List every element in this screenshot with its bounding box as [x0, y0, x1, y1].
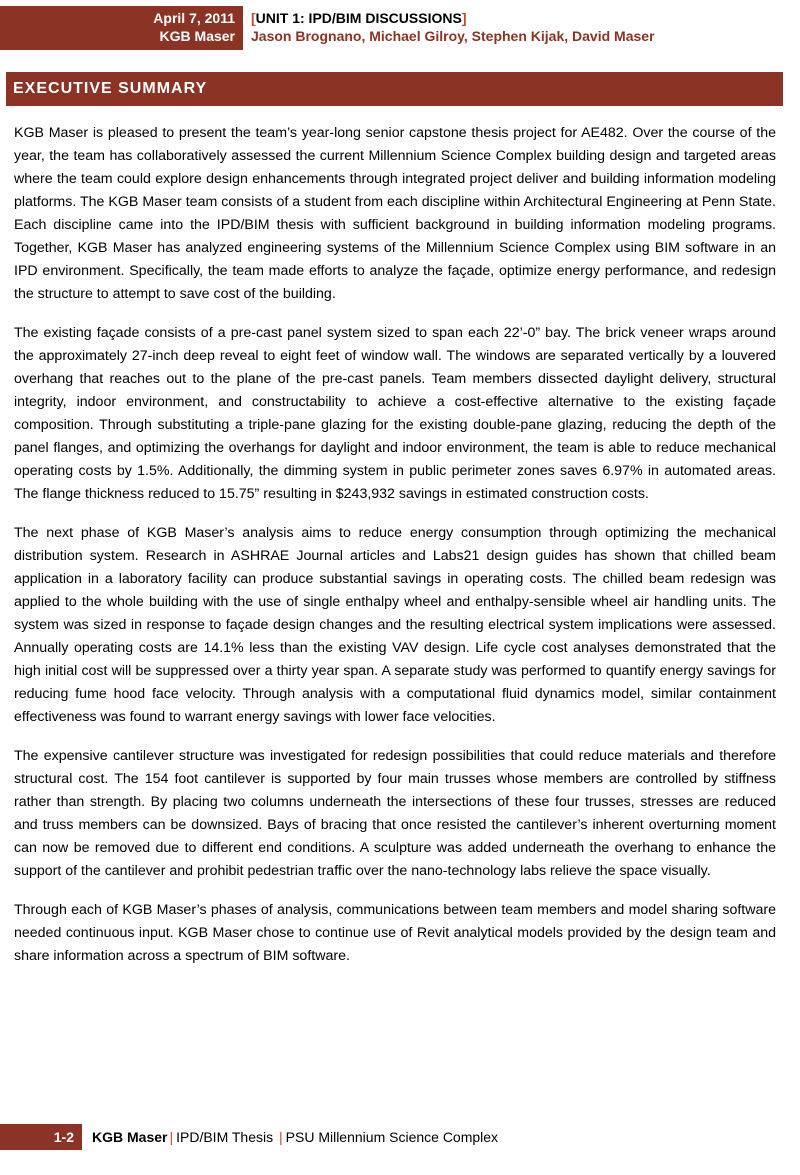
page-footer [0, 1124, 800, 1150]
paragraph: The expensive cantilever structure was investigated for redesign possibilities that could reduce materials and therefore structural cost. The 154 foot cantilever is supported by four main trusses whose members are controlled by stiffness rather than strength. By placing two columns underneath the intersections of these four trusses, stresses are reduced and truss members can be downsized. Bays of bracing that once resisted the cantilever’s inherent overturning moment can now be removed due to different end conditions. A sculpture was added underneath the overhang to enhance the support of the cantilever and prohibit pedestrian traffic over the nano-technology labs relieve the space visually. [14, 748, 776, 879]
paragraph: The existing façade consists of a pre-cast panel system sized to span each 22’-0” bay. The brick veneer wraps around the approximately 27-inch deep reveal to eight feet of window wall. The windows are separated vertically by a louvered overhang that reaches out to the plane of the pre-cast panels. Team members dissected daylight delivery, structural integrity, indoor environment, and constructability to achieve a cost-effective alternative to the existing façade composition. Through substituting a triple-pane glazing for the existing double-pane glazing, reducing the depth of the panel flanges, and optimizing the overhangs for daylight and indoor environment, the team is able to reduce mechanical operating costs by 1.5%. Additionally, the dimming system in public perimeter zones saves 6.97% in automated areas. The flange thickness reduced to 15.75” resulting in $243,932 savings in estimated construction costs. [14, 325, 776, 502]
header-authors: Jason Brognano, Michael Gilroy, Stephen Kijak, David Maser [251, 28, 655, 44]
document-body [14, 122, 776, 984]
paragraph: Through each of KGB Maser’s phases of analysis, communications between team members and model sharing software needed continuous input. KGB Maser chose to continue use of Revit analytical models provided by the design team and share information across a spectrum of BIM software. [14, 902, 776, 964]
unit-title: UNIT 1: IPD/BIM DISCUSSIONS [255, 10, 462, 26]
footer-brand: KGB Maser [92, 1129, 168, 1145]
footer-thesis: IPD/BIM Thesis [176, 1129, 274, 1145]
bracket-close: ] [461, 10, 467, 26]
paragraph: The next phase of KGB Maser’s analysis aims to reduce energy consumption through optimizing the mechanical distribution system. Research in ASHRAE Journal articles and Labs21 design guides has shown that chilled beam application in a laboratory facility can produce substantial savings in operating costs. The chilled beam redesign was applied to the whole building with the use of single enthalpy wheel and enthalpy-sensible wheel air handling units. The system was sized in response to façade design changes and the resulting electrical system implications were assessed. Annually operating costs are 14.1% less than the existing VAV design. Life cycle cost analyses demonstrated that the high initial cost will be suppressed over a thirty year span. A separate study was performed to quantify energy savings for reducing fume hood face velocity. Through analysis with a computational fluid dynamics model, similar containment effectiveness was found to warrant energy savings with lower face velocities. [14, 525, 776, 725]
footer-separator: | [279, 1129, 283, 1145]
header-date-block [0, 6, 243, 50]
paragraph: KGB Maser is pleased to present the team’s year-long senior capstone thesis project for AE482. Over the course of the year, the team has collaboratively assessed the current Millennium Science Complex building design and targeted areas where the team could explore design enhancements through integrated project deliver and building information modeling platforms. The KGB Maser team consists of a student from each discipline within Architectural Engineering at Penn State. Each discipline came into the IPD/BIM thesis with sufficient background in building information modeling programs. Together, KGB Maser has analyzed engineering systems of the Millennium Science Complex using BIM software in an IPD environment. Specifically, the team made efforts to analyze the façade, optimize energy performance, and redesign the structure to attempt to save cost of the building. [14, 125, 776, 302]
footer-project: PSU Millennium Science Complex [285, 1129, 499, 1145]
page-header [0, 6, 800, 50]
header-info [251, 9, 655, 45]
header-team: KGB Maser [159, 28, 235, 44]
footer-separator: | [169, 1129, 174, 1145]
footer-page-number: 1-2 [0, 1124, 82, 1150]
header-unit-line [251, 9, 655, 27]
section-title: EXECUTIVE SUMMARY [13, 80, 208, 97]
section-title-bar [6, 72, 783, 106]
bracket-open: [ [251, 10, 256, 26]
footer-info [92, 1124, 498, 1150]
header-date: April 7, 2011 [153, 10, 235, 26]
